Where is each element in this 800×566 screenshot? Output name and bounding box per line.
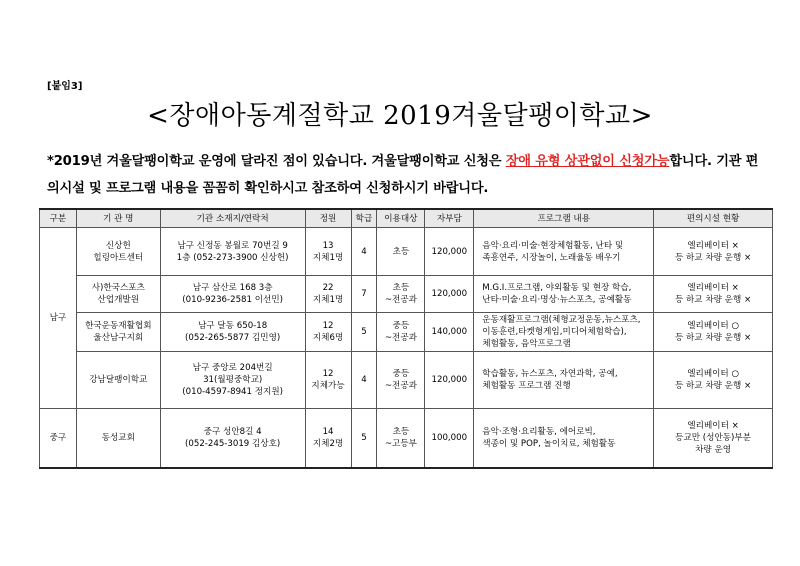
address-cell <box>160 276 305 313</box>
address-line: 남구 달동 650-18 <box>198 321 268 331</box>
target-line: ~전공과 <box>384 295 417 305</box>
table-row <box>40 228 773 276</box>
facility-line: 등 하교 차량 운행 × <box>674 333 752 343</box>
capacity-cell <box>305 352 351 409</box>
classes-cell: 5 <box>351 409 377 469</box>
notice-part1: *2019년 겨울달팽이학교 운영에 달라진 점이 있습니다. 겨울달팽이학교 신청은 <box>47 154 506 169</box>
org-name-line: 울산남구지회 <box>93 333 144 343</box>
program-cell <box>474 276 654 313</box>
org-name-cell <box>76 228 160 276</box>
org-name-line: 동성교회 <box>101 433 135 443</box>
facility-cell <box>654 352 773 409</box>
header-address: 기관 소재지/연락처 <box>160 209 305 228</box>
fee-cell: 120,000 <box>425 276 474 313</box>
fee-cell: 140,000 <box>425 313 474 352</box>
address-line: 31(월평중학교) <box>203 375 263 385</box>
header-capacity: 정원 <box>305 209 351 228</box>
table-row <box>40 276 773 313</box>
address-line: 남구 중앙로 204번길 <box>192 363 273 373</box>
target-line: ~고등부 <box>384 439 417 449</box>
facility-cell <box>654 228 773 276</box>
notice-text <box>47 148 759 202</box>
classes-cell: 5 <box>351 313 377 352</box>
table-header-row <box>40 209 773 228</box>
facility-line: 등교만 (성안동)부분 <box>675 433 752 443</box>
address-cell <box>160 352 305 409</box>
facility-line: 엘리베이터 ○ <box>687 369 739 379</box>
target-cell <box>377 409 425 469</box>
header-program: 프로그램 내용 <box>474 209 654 228</box>
address-line: 중구 성안8길 4 <box>203 427 262 437</box>
capacity-line: 12 <box>322 369 334 379</box>
header-classes: 학급 <box>351 209 377 228</box>
address-cell <box>160 409 305 469</box>
program-line: 음악·조형·요리활동, 에어로빅, <box>482 427 596 437</box>
capacity-line: 22 <box>322 283 334 293</box>
program-line: 족흥연주, 시장놀이, 노래율동 배우기 <box>482 252 621 263</box>
target-line: 중등 <box>392 369 410 379</box>
header-district: 구분 <box>40 209 77 228</box>
facility-line: 엘리베이터 ○ <box>687 321 739 331</box>
target-cell <box>377 352 425 409</box>
facility-line: 등 하교 차량 운행 × <box>674 252 752 263</box>
program-line: 체험활동, 음악프로그램 <box>482 339 571 349</box>
program-line: 음악·요리·미술·현장체험활동, 난타 및 <box>482 240 624 251</box>
org-name-line: 산업개발원 <box>97 295 140 305</box>
header-org-name: 기 관 명 <box>76 209 160 228</box>
facility-cell <box>654 276 773 313</box>
capacity-line: 12 <box>322 321 334 331</box>
address-line: (010-4597-8941 정지원) <box>182 387 283 397</box>
program-line: 학습활동, 뉴스포츠, 자연과학, 공예, <box>482 369 618 379</box>
fee-cell: 100,000 <box>425 409 474 469</box>
target-cell <box>377 276 425 313</box>
classes-cell: 7 <box>351 276 377 313</box>
capacity-line: 13 <box>322 240 334 251</box>
address-line: (052-245-3019 김상호) <box>185 439 281 449</box>
program-cell <box>474 313 654 352</box>
header-fee: 자부담 <box>425 209 474 228</box>
org-name-line: 사)한국스포츠 <box>91 283 145 293</box>
classes-cell: 4 <box>351 228 377 276</box>
address-cell <box>160 313 305 352</box>
org-name-cell <box>76 352 160 409</box>
org-name-cell <box>76 409 160 469</box>
program-cell <box>474 409 654 469</box>
address-cell <box>160 228 305 276</box>
program-line: M.G.I.프로그램, 야외활동 및 현장 학습, <box>482 283 632 293</box>
capacity-cell <box>305 313 351 352</box>
program-line: 운동재활프로그램(체형교정운동,뉴스포츠, <box>482 315 641 325</box>
header-target: 이용대상 <box>377 209 425 228</box>
facility-line: 엘리베이터 × <box>687 283 739 293</box>
capacity-line: 지체2명 <box>312 439 344 449</box>
facility-line: 등 하교 차량 운행 × <box>674 381 752 391</box>
facility-line: 등 하교 차량 운행 × <box>674 295 752 305</box>
facility-cell <box>654 313 773 352</box>
fee-cell: 120,000 <box>425 352 474 409</box>
org-name-line: 강남달팽이학교 <box>89 375 148 385</box>
capacity-line: 지체1명 <box>312 295 344 305</box>
facility-line: 엘리베이터 × <box>687 421 739 431</box>
program-line: 색종이 및 POP, 놀이치료, 체험활동 <box>482 439 616 449</box>
org-name-cell <box>76 313 160 352</box>
address-line: (052-265-5877 김민영) <box>185 333 281 343</box>
district-cell: 중구 <box>40 409 77 469</box>
program-cell <box>474 352 654 409</box>
target-line: 중등 <box>392 321 410 331</box>
page-title: <장애아동계절학교 2019겨울달팽이학교> <box>147 101 653 131</box>
district-cell: 남구 <box>40 228 77 409</box>
capacity-cell <box>305 228 351 276</box>
table-row <box>40 409 773 469</box>
target-cell <box>377 313 425 352</box>
notice-part2: 합니다. 기관 편의시설 및 프로그램 내용을 꼼꼼히 확인하시고 참조하여 신청하시기 바랍니다. <box>47 154 759 196</box>
facility-cell <box>654 409 773 469</box>
facility-line: 엘리베이터 × <box>687 240 739 251</box>
address-line: 남구 삼산로 168 3층 <box>192 283 273 293</box>
capacity-line: 지체가능 <box>311 381 345 391</box>
capacity-line: 지체6명 <box>312 333 344 343</box>
capacity-line: 지체1명 <box>312 252 344 263</box>
org-name-line: 신상헌 <box>105 240 131 251</box>
org-name-line: 한국운동재활협회 <box>85 321 152 331</box>
target-line: 초등 <box>392 246 410 257</box>
notice-highlight: 장애 유형 상관없이 신청가능 <box>505 154 670 169</box>
capacity-line: 14 <box>322 427 334 437</box>
classes-cell: 4 <box>351 352 377 409</box>
target-cell <box>377 228 425 276</box>
address-line: (010-9236-2581 이선민) <box>182 295 283 305</box>
table-row <box>40 313 773 352</box>
target-line: ~전공과 <box>384 381 417 391</box>
target-line: ~전공과 <box>384 333 417 343</box>
program-line: 이동훈련,타켓형게임,미디어체험학습), <box>482 327 627 337</box>
attachment-label: [붙임3] <box>47 81 83 92</box>
org-name-line: 힐링아트센터 <box>93 252 144 263</box>
program-line: 체험활동 프로그램 진행 <box>482 381 571 391</box>
capacity-cell <box>305 276 351 313</box>
facility-line: 차량 운영 <box>695 445 732 455</box>
address-line: 남구 신정동 봉월로 70번길 9 <box>177 240 288 251</box>
org-name-cell <box>76 276 160 313</box>
target-line: 초등 <box>392 427 410 437</box>
target-line: 초등 <box>392 283 410 293</box>
header-facility: 편의시설 현황 <box>654 209 773 228</box>
program-line: 난타·미술·요리·명상·뉴스포츠, 공예활동 <box>482 295 632 305</box>
fee-cell: 120,000 <box>425 228 474 276</box>
table-row <box>40 352 773 409</box>
program-cell <box>474 228 654 276</box>
address-line: 1층 (052-273-3900 신상헌) <box>176 252 289 263</box>
capacity-cell <box>305 409 351 469</box>
program-table <box>39 208 773 469</box>
